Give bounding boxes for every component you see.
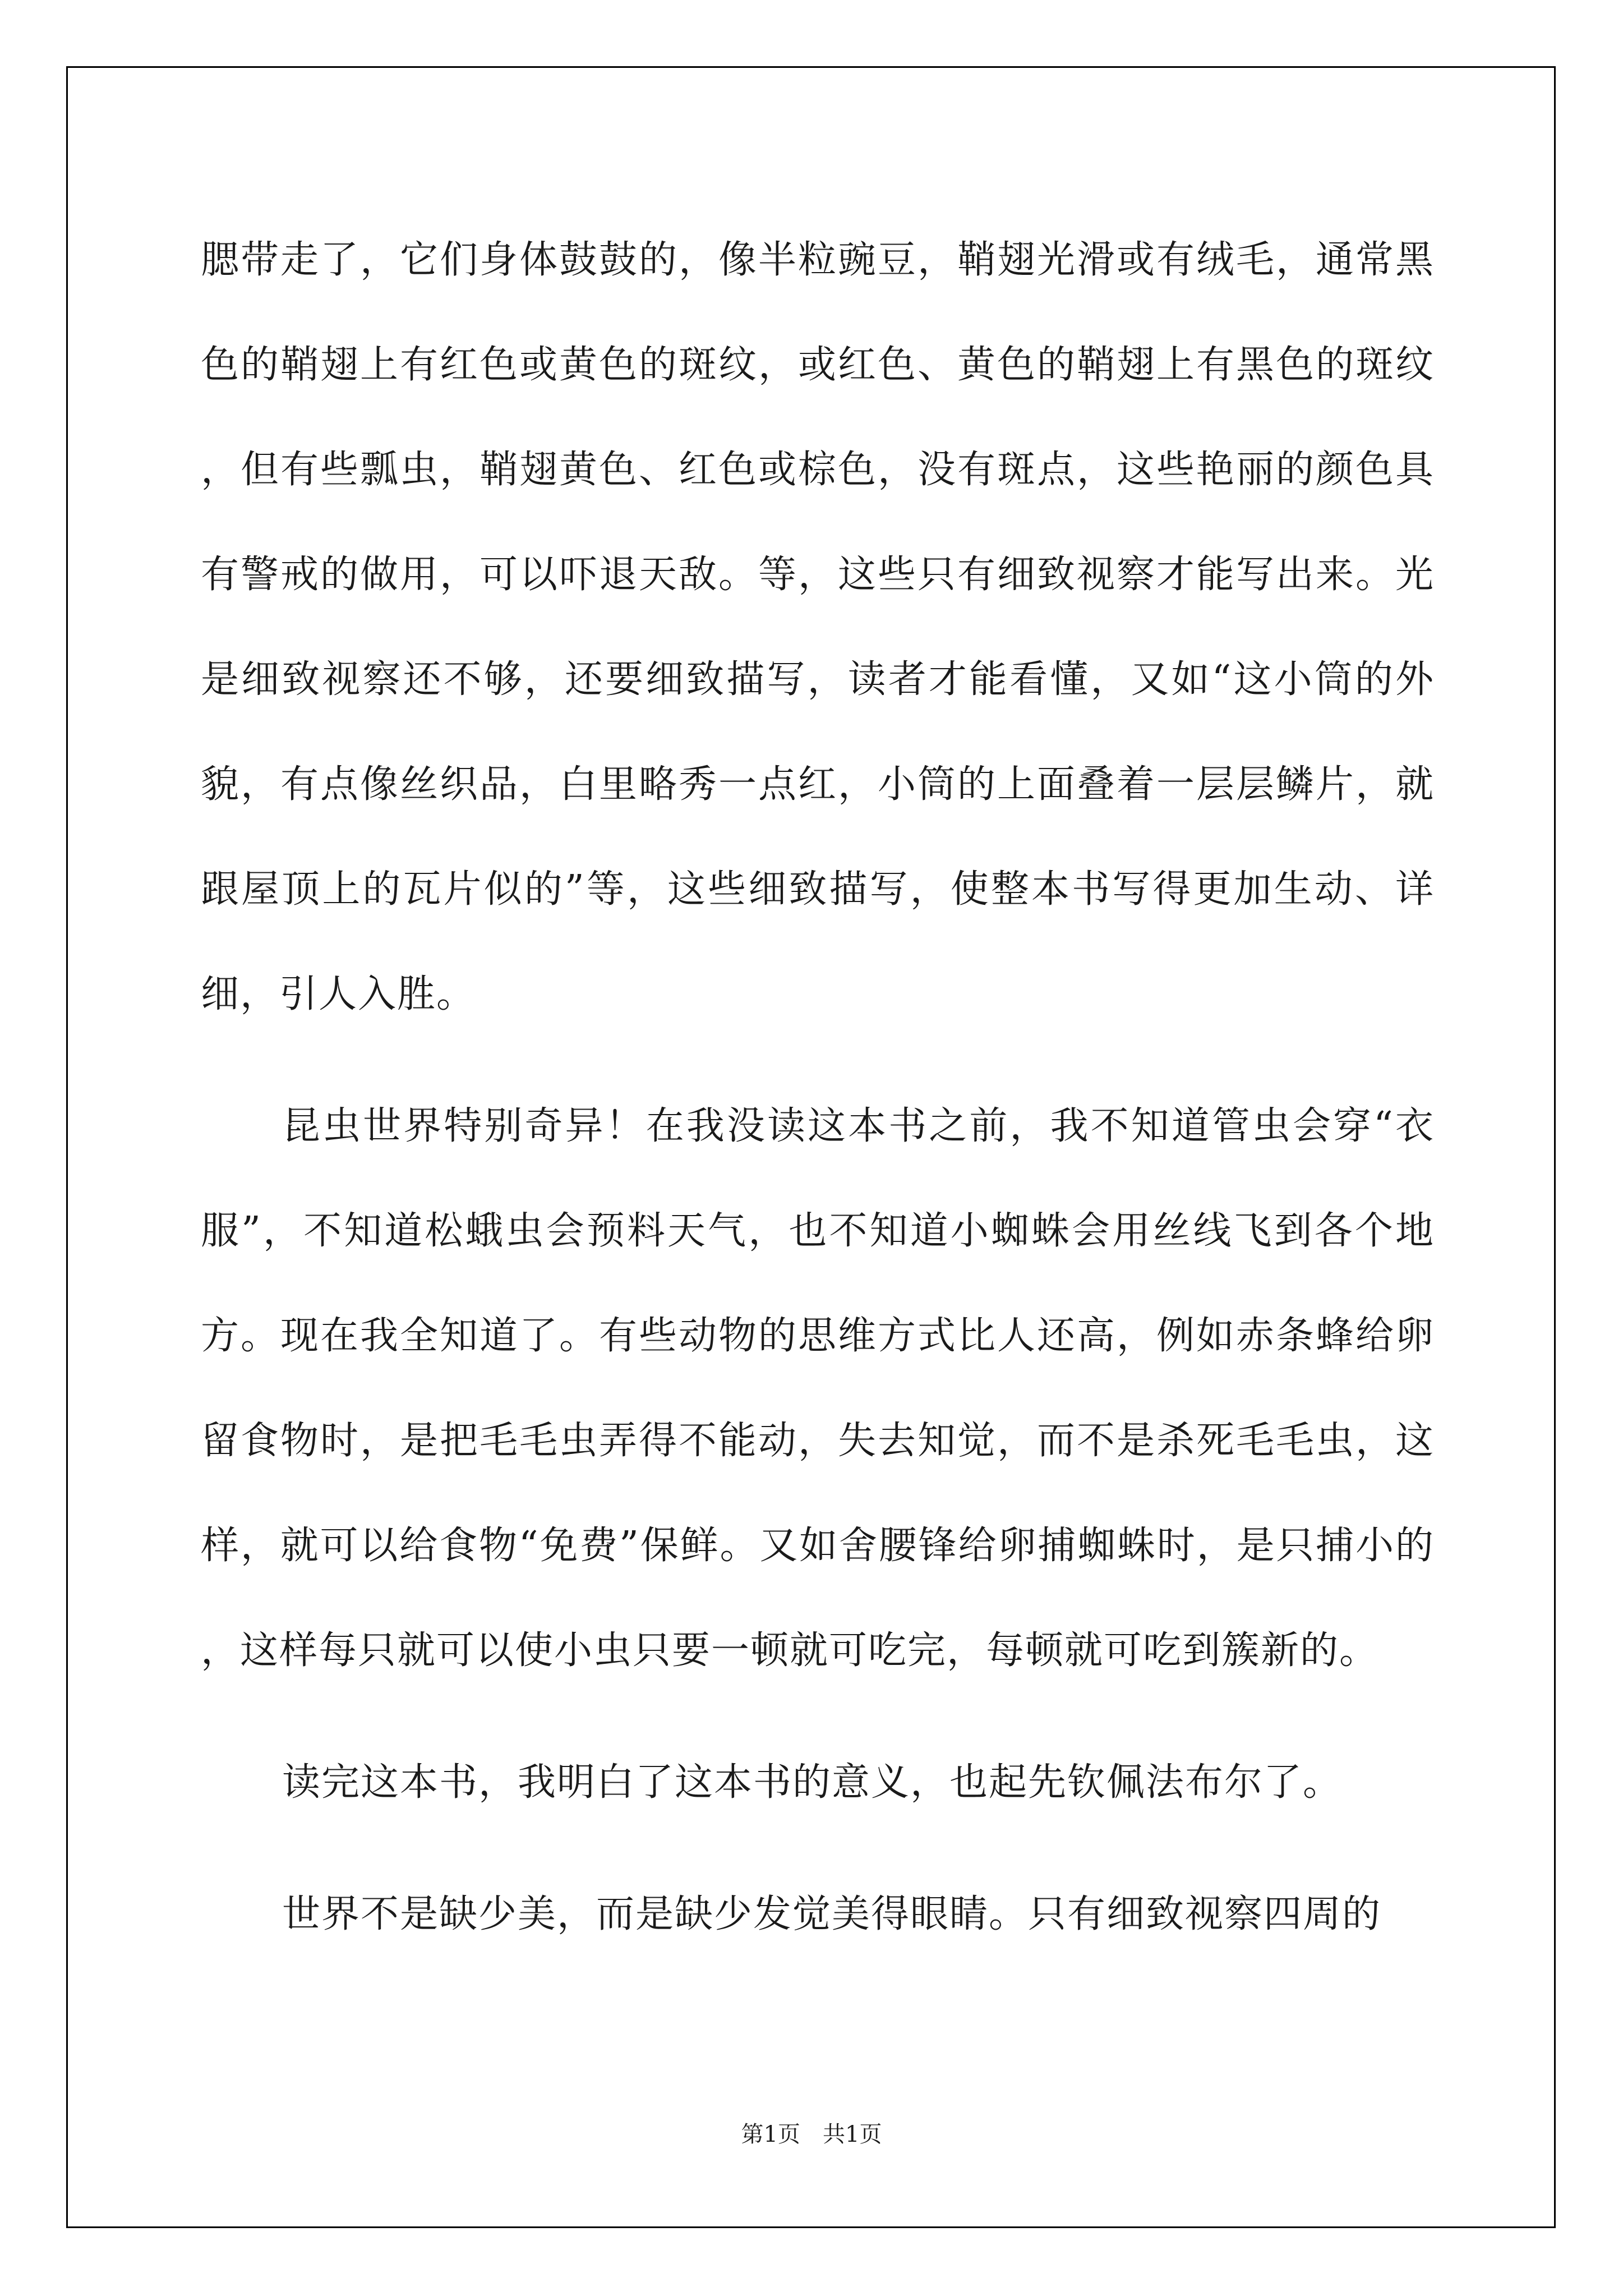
paragraph-4: 世界不是缺少美，而是缺少发觉美得眼睛。只有细致视察四周的	[282, 1892, 1382, 1936]
page-total: 共1页	[823, 2122, 882, 2147]
paragraph-1: 腮带走了，它们身体鼓鼓的，像半粒豌豆，鞘翅光滑或有绒毛，通常黑色的鞘翅上有红色或黄色的斑纹，或红色、黄色的鞘翅上有黑色的斑纹，但有些瓢虫，鞘翅黄色、红色或棕色，没有斑点，这些艳丽的颜色具有警戒的做用，可以吓退天敌。等，这些只有细致视察才能写出来。光是细致视察还不够，还要细致描写，读者才能看懂，又如“这小筒的外貌，有点像丝织品，白里略秀一点红，小筒的上面叠着一层层鳞片，就跟屋顶上的瓦片似的”等，这些细致描写，使整本书写得更加生动、详细，引人入胜。	[201, 238, 1435, 1016]
paragraph-3: 读完这本书，我明白了这本书的意义，也起先钦佩法布尔了。	[282, 1760, 1343, 1805]
paragraph-2: 昆虫世界特别奇异！在我没读这本书之前，我不知道管虫会穿“衣服”，不知道松蛾虫会预料天气，也不知道小蜘蛛会用丝线飞到各个地方。现在我全知道了。有些动物的思维方式比人还高，例如赤条蜂给卵留食物时，是把毛毛虫弄得不能动，失去知觉，而不是杀死毛毛虫，这样，就可以给食物“免费”保鲜。又如舍腰锋给卵捕蜘蛛时，是只捕小的，这样每只就可以使小虫只要一顿就可吃完，每顿就可吃到簇新的。	[201, 1104, 1435, 1673]
document-body	[201, 208, 1435, 1994]
page-footer	[0, 2116, 1623, 2148]
page-number: 第1页	[741, 2122, 800, 2147]
